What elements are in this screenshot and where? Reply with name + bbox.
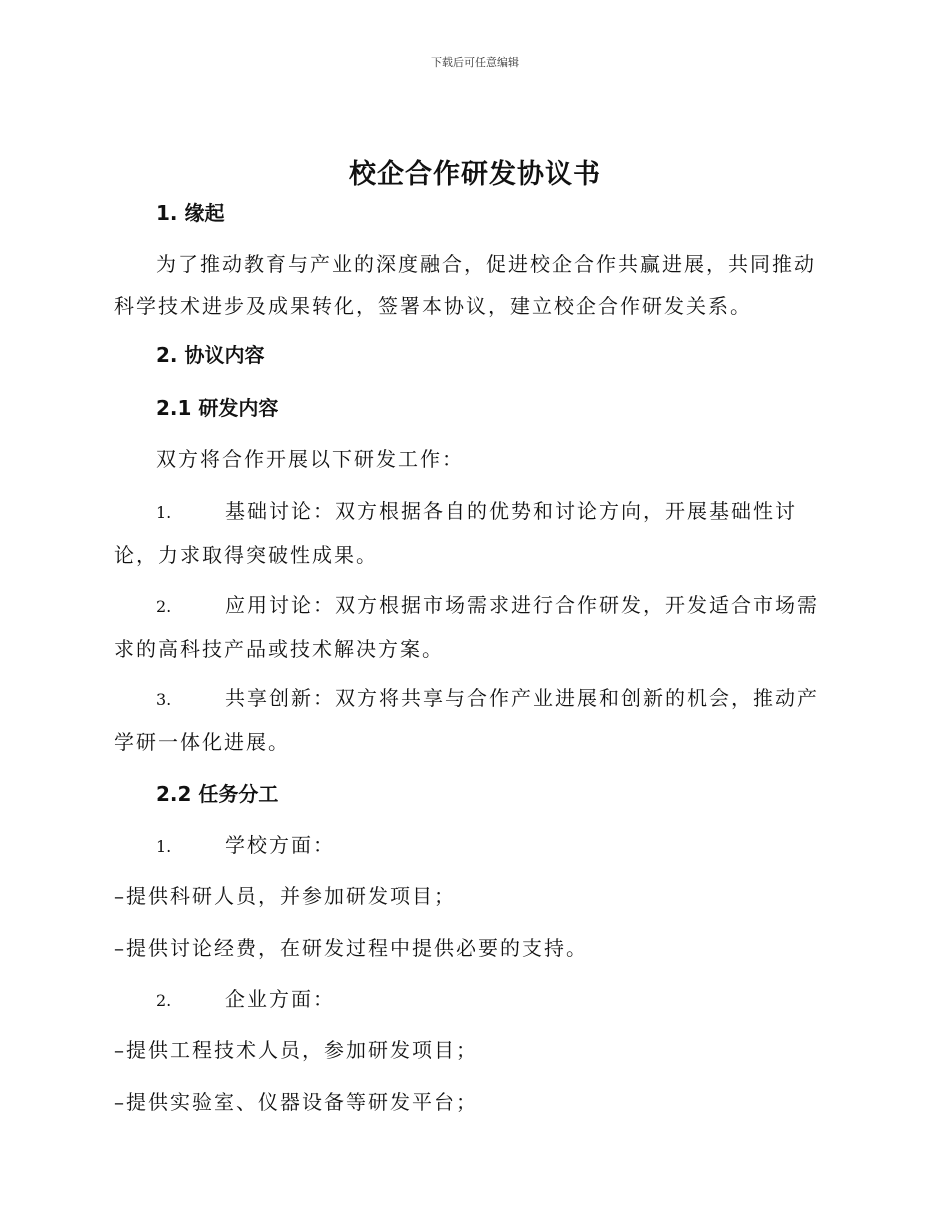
document-title: 校企合作研发协议书 [349,159,601,190]
list-item [114,677,834,763]
section-2-heading: 2. 协议内容 [156,343,265,367]
list-item-text: 基础讨论：双方根据各自的优势和讨论方向，开展基础性讨论，力求取得突破性成果。 [114,499,797,567]
bullet-point: –提供实验室、仪器设备等研发平台； [114,1090,478,1114]
list-item [114,490,834,576]
bullet-point: –提供工程技术人员，参加研发项目； [114,1038,478,1062]
list-item-text: 共享创新：双方将共享与合作产业进展和创新的机会，推动产学研一体化进展。 [114,686,819,754]
list-item-number: 1. [156,503,172,522]
list-item-text: 企业方面： [225,987,335,1011]
list-item-text: 应用讨论：双方根据市场需求进行合作研发，开发适合市场需求的高科技产品或技术解决方案。 [114,593,819,661]
list-item-number: 2. [156,991,172,1010]
header-note: 下载后可任意编辑 [431,56,519,69]
section-1-heading: 1. 缘起 [156,201,225,225]
list-item [114,584,834,670]
list-item-text: 学校方面： [225,833,335,857]
list-item-number: 2. [156,597,172,616]
list-item-number: 3. [156,690,172,709]
list-item [114,824,834,868]
bullet-point: –提供科研人员，并参加研发项目； [114,884,456,908]
section-1-paragraph: 为了推动教育与产业的深度融合，促进校企合作共赢进展，共同推动科学技术进步及成果转化，签署本协议，建立校企合作研发关系。 [114,252,816,318]
section-2-1-heading: 2.1 研发内容 [156,396,279,420]
section-2-2-heading: 2.2 任务分工 [156,782,279,806]
bullet-point: –提供讨论经费，在研发过程中提供必要的支持。 [114,936,588,960]
list-item-number: 1. [156,837,172,856]
list-item [114,978,834,1022]
section-2-1-intro: 双方将合作开展以下研发工作： [156,447,464,471]
